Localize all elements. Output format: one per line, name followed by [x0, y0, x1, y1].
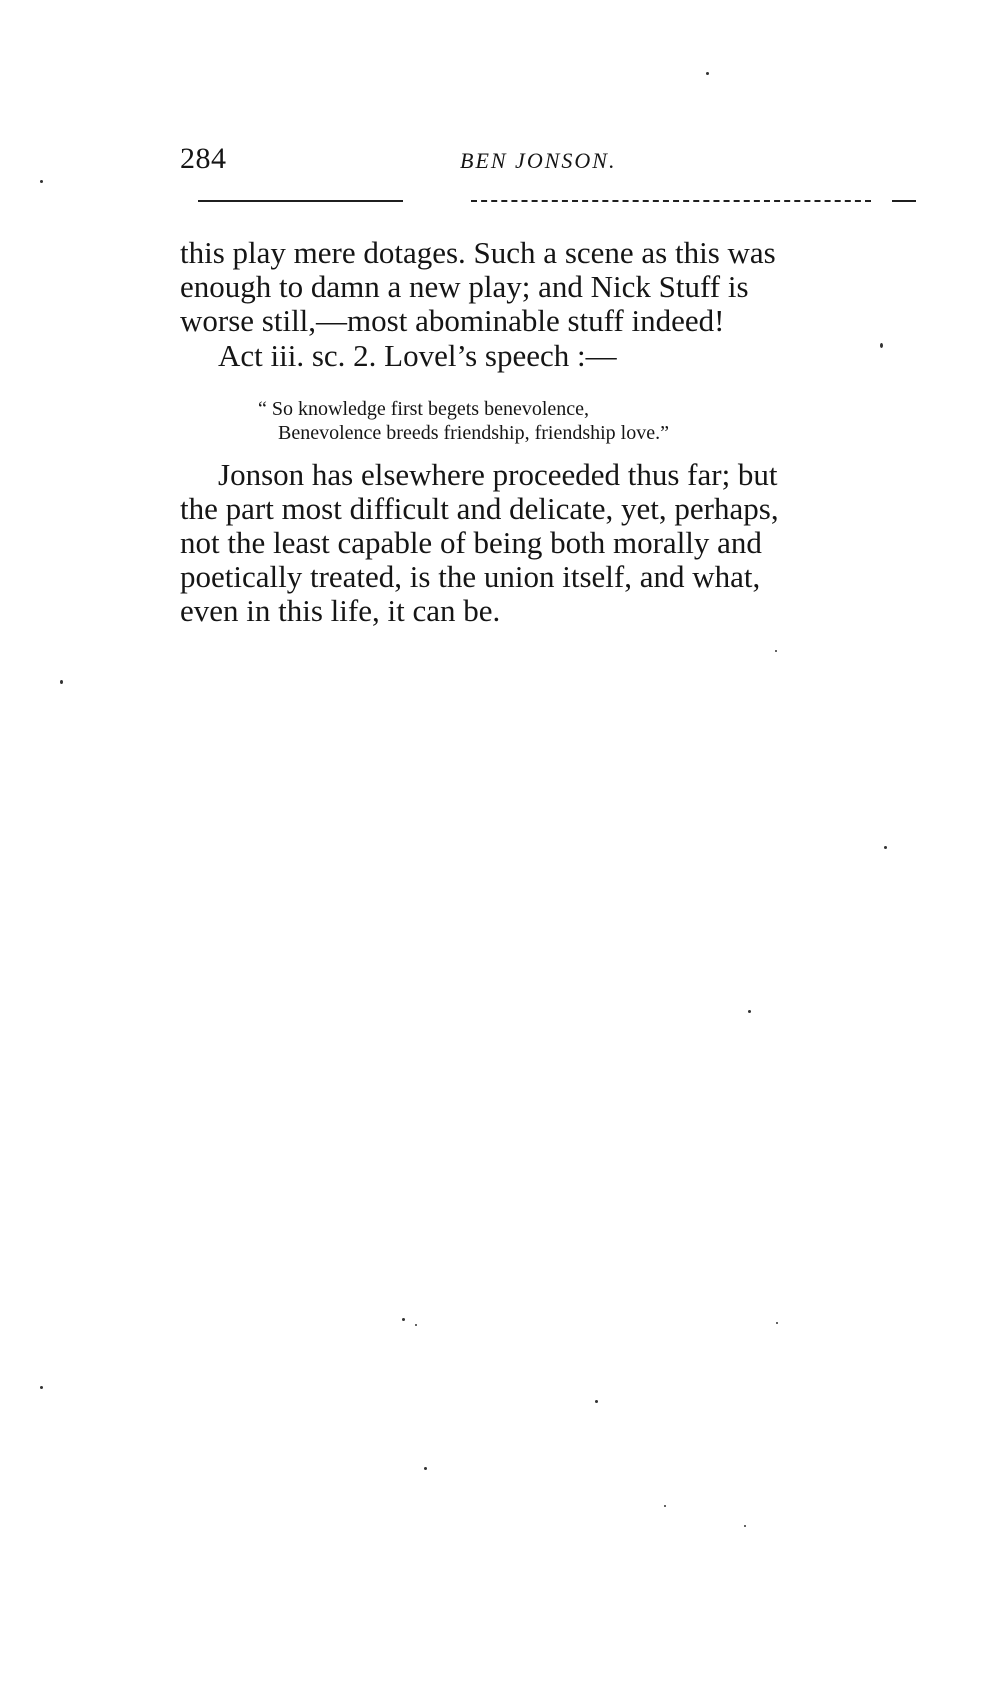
- scan-speck: [415, 1324, 417, 1326]
- header-rule-right: [471, 200, 871, 202]
- verse-line-1: “ So knowledge first begets benevolence,: [258, 398, 590, 420]
- running-head: BEN JONSON.: [460, 148, 617, 173]
- act-reference: Act iii. sc. 2. Lovel’s speech :—: [218, 338, 617, 373]
- verse-quotation: [258, 397, 669, 445]
- paragraph-line: Jonson has elsewhere proceeded thus far; but: [218, 457, 778, 492]
- scan-speck: [40, 1386, 43, 1389]
- scan-speck: [664, 1505, 666, 1507]
- paragraph-line: the part most difficult and delicate, yet, perhaps,: [180, 491, 779, 526]
- scan-speck: [744, 1525, 746, 1527]
- page-number: 284: [180, 142, 227, 175]
- scan-speck: [880, 343, 883, 348]
- scan-speck: [748, 1010, 751, 1013]
- page-header: [180, 142, 925, 182]
- paragraph-line: worse still,—most abominable stuff indeed!: [180, 303, 725, 338]
- paragraph-line: even in this life, it can be.: [180, 593, 501, 628]
- paragraph-line: enough to damn a new play; and Nick Stuff is: [180, 269, 749, 304]
- scan-speck: [884, 846, 887, 849]
- paragraph-line: not the least capable of being both morally and: [180, 525, 762, 560]
- scan-speck: [776, 1322, 778, 1324]
- scan-speck: [40, 180, 43, 183]
- header-rule-tail: [892, 200, 916, 202]
- paragraph-continued: [180, 236, 925, 338]
- verse-line-2: Benevolence breeds friendship, friendship love.”: [278, 422, 669, 444]
- paragraph-line: poetically treated, is the union itself, and what,: [180, 559, 761, 594]
- header-rule-left: [198, 200, 403, 202]
- scan-speck: [775, 650, 777, 652]
- scan-speck: [706, 72, 709, 75]
- scan-speck: [595, 1400, 598, 1403]
- scan-speck: [60, 680, 63, 684]
- scan-speck: [424, 1467, 427, 1470]
- scan-speck: [402, 1318, 405, 1321]
- paragraph-line: this play mere dotages. Such a scene as this was: [180, 235, 776, 270]
- paragraph: [180, 458, 925, 628]
